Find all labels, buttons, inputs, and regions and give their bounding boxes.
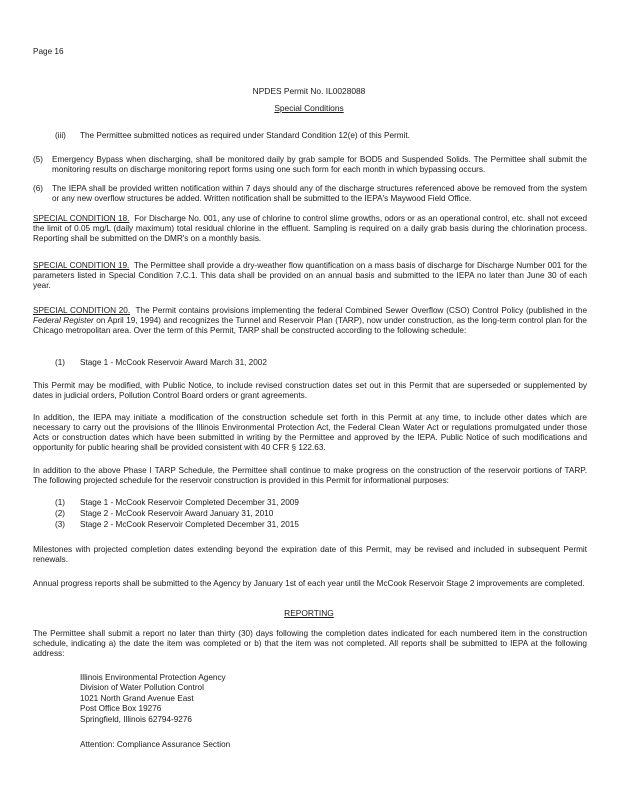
- reporting-heading: [0, 608, 618, 618]
- condition-18-text: For Discharge No. 001, any use of chlorine to control slime growths, odors or as an operational control, etc. shall not exceed the limit of 0.05 mg/L (daily maximum) total residual chlorine in the effluent. Sampling is required on a daily grab basis during the chlorination process. Reporting shall be submitted on the DMR's on a monthly basis.: [33, 214, 587, 243]
- special-condition-20: [33, 306, 587, 336]
- condition-19-heading: SPECIAL CONDITION 19.: [33, 261, 130, 270]
- paragraph-iepa-modification: In addition, the IEPA may initiate a modification of the construction schedule set forth in this Permit at any time, to include other dates which are necessary to carry out the provisions of the Illinois Environmental Protection Act, the Federal Clean Water Act or regulations promulgated under those Acts or construction dates which have been submitted in writing by the Permittee and approved by the IEPA. Public Notice of such modifications and opportunity for public hearing shall be provided consistent with 40 CFR § 122.63.: [33, 413, 587, 452]
- page-number: Page 16: [33, 47, 64, 56]
- condition-20-italic: Federal Register: [33, 316, 94, 325]
- paragraph-milestones: Milestones with projected completion dates extending beyond the expiration date of this Permit, may be revised and included in subsequent Permit renewals.: [33, 545, 587, 564]
- item-6-marker: (6): [33, 184, 44, 193]
- schedule2-item-3-text: Stage 2 - McCook Reservoir Completed December 31, 2015: [80, 520, 299, 529]
- condition-20-text-a: The Permit contains provisions implementing the federal Combined Sewer Overflow (CSO) Control Policy (published in the: [135, 306, 588, 315]
- schedule2-item-3-marker: (3): [55, 520, 66, 529]
- condition-20-heading: SPECIAL CONDITION 20.: [33, 306, 131, 315]
- schedule2-item-2-text: Stage 2 - McCook Reservoir Award January 31, 2010: [80, 509, 274, 518]
- paragraph-reporting: The Permittee shall submit a report no later than thirty (30) days following the completion dates indicated for each numbered item in the construction schedule, indicating a) the date the item was completed or b) that the item was not completed. All reports shall be submitted to IEPA at the following address:: [33, 629, 587, 658]
- section-title-text: Special Conditions: [274, 103, 344, 113]
- schedule2-item-1-text: Stage 1 - McCook Reservoir Completed December 31, 2009: [80, 498, 299, 507]
- attention-line: Attention: Compliance Assurance Section: [80, 740, 231, 749]
- paragraph-annual-reports: Annual progress reports shall be submitted to the Agency by January 1st of each year until the McCook Reservoir Stage 2 improvements are completed.: [33, 579, 585, 588]
- address-line: Springfield, Illinois 62794-9276: [80, 714, 192, 724]
- condition-19-text: The Permittee shall provide a dry-weather flow quantification on a mass basis of discharge for Discharge Number 001 for the parameters listed in Special Condition 7.C.1. This data shall be provided on an annual basis and submitted to the IEPA no later than June 30 of each year.: [33, 261, 587, 290]
- item-5-marker: (5): [33, 155, 44, 164]
- schedule2-item-1-marker: (1): [55, 498, 66, 507]
- schedule-item-text: Stage 1 - McCook Reservoir Award March 31, 2002: [80, 358, 267, 367]
- item-iii-text: The Permittee submitted notices as required under Standard Condition 12(e) of this Permit.: [80, 131, 410, 140]
- schedule-item-marker: (1): [55, 358, 66, 367]
- item-iii-marker: (iii): [55, 131, 66, 140]
- address-line: Illinois Environmental Protection Agency: [80, 673, 226, 682]
- permit-number: NPDES Permit No. IL0028088: [252, 86, 366, 96]
- address-line: Post Office Box 19276: [80, 704, 162, 714]
- condition-20-text-b: on April 19, 1994) and recognizes the Tunnel and Reservoir Plan (TARP), now under construction, as the long-term control plan for the Chicago metropolitan area. Over the term of this Permit, TARP shall be constructed according to the following schedule:: [33, 316, 587, 335]
- paragraph-modification: This Permit may be modified, with Public Notice, to include revised construction dates set out in this Permit that are superseded or supplemented by dates in judicial orders, Pollution Control Board orders or grant agreements.: [33, 381, 587, 400]
- special-condition-19: [33, 261, 587, 291]
- item-5-text: Emergency Bypass when discharging, shall be monitored daily by grab sample for BOD5 and Suspended Solids. The Permittee shall submit the monitoring results on discharge monitoring report forms using one such form for each month in which bypassing occurs.: [52, 155, 587, 174]
- schedule2-item-2-marker: (2): [55, 509, 66, 518]
- reporting-title: REPORTING: [284, 608, 334, 618]
- section-title: [0, 103, 618, 113]
- address-line: 1021 North Grand Avenue East: [80, 693, 194, 703]
- address-line: Division of Water Pollution Control: [80, 683, 204, 693]
- condition-18-heading: SPECIAL CONDITION 18.: [33, 214, 130, 223]
- paragraph-phase-schedule: In addition to the above Phase I TARP Schedule, the Permittee shall continue to make progress on the construction of the reservoir portions of TARP. The following projected schedule for the reservoir construction is provided in this Permit for informational purposes:: [33, 466, 587, 485]
- special-condition-18: [33, 214, 587, 244]
- item-6-text: The IEPA shall be provided written notification within 7 days should any of the discharge structures referenced above be removed from the system or any new overflow structures be added. Written notification shall be submitted to the IEPA's Maywood Field Office.: [52, 184, 587, 203]
- mailing-address: [80, 673, 226, 725]
